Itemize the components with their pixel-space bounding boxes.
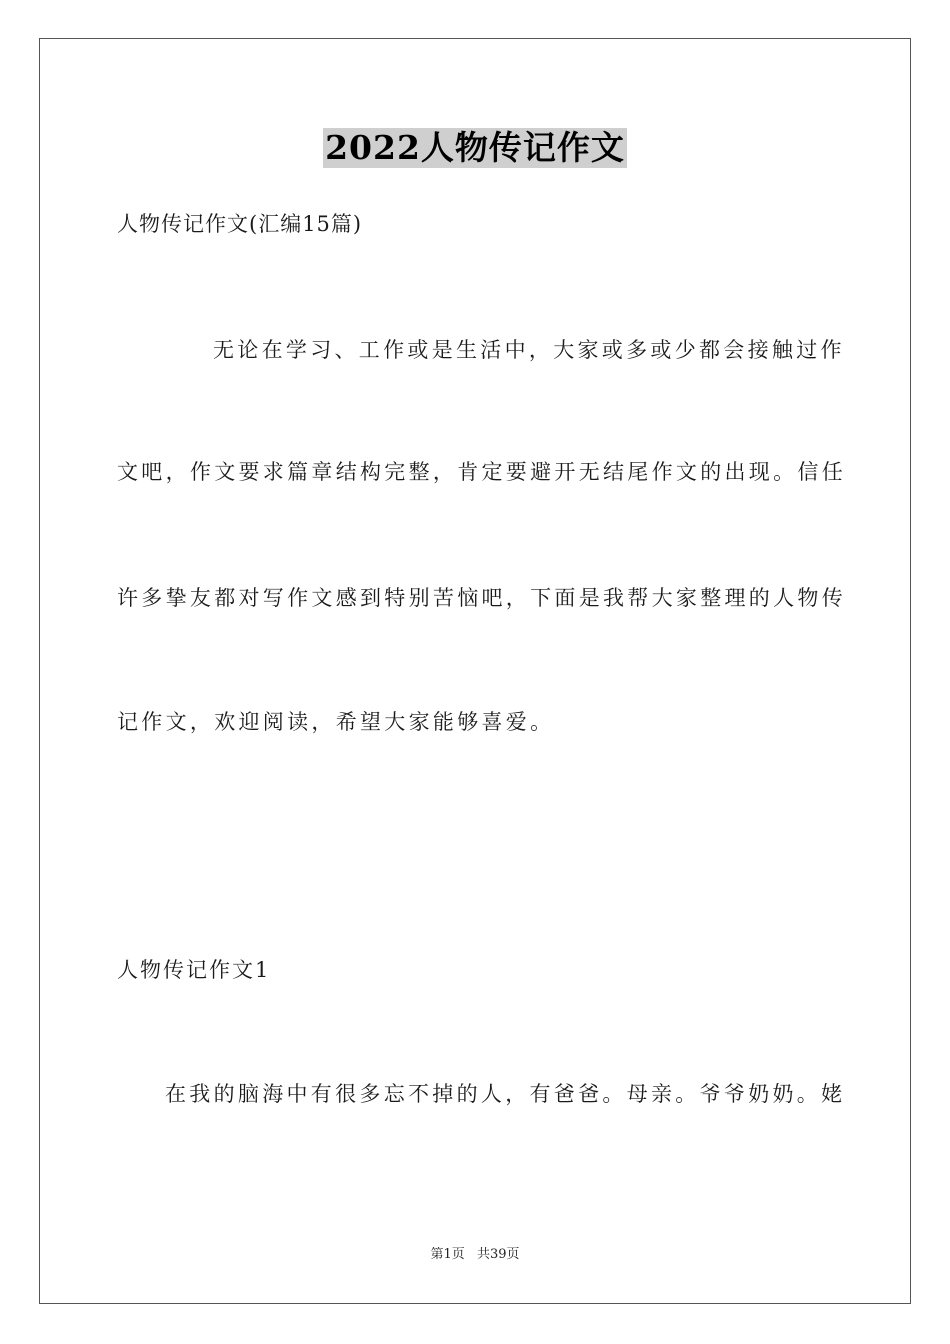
document-subtitle: 人物传记作文(汇编15篇) — [117, 212, 363, 236]
page-number-current: 第1页 — [430, 1247, 465, 1262]
section-line-1: 在我的脑海中有很多忘不掉的人，有爸爸。母亲。爷爷奶奶。姥 — [165, 1082, 846, 1106]
title-container — [0, 128, 950, 168]
intro-line-1: 无论在学习、工作或是生活中，大家或多或少都会接触过作 — [213, 338, 845, 362]
page-footer — [0, 1246, 950, 1264]
section-heading: 人物传记作文1 — [117, 958, 271, 982]
page-number-total: 共39页 — [476, 1247, 520, 1262]
document-title: 2022人物传记作文 — [325, 128, 625, 167]
intro-line-2: 文吧，作文要求篇章结构完整，肯定要避开无结尾作文的出现。信任 — [117, 460, 846, 484]
intro-line-3: 许多挚友都对写作文感到特别苦恼吧，下面是我帮大家整理的人物传 — [117, 586, 846, 610]
intro-line-4: 记作文，欢迎阅读，希望大家能够喜爱。 — [117, 710, 555, 734]
